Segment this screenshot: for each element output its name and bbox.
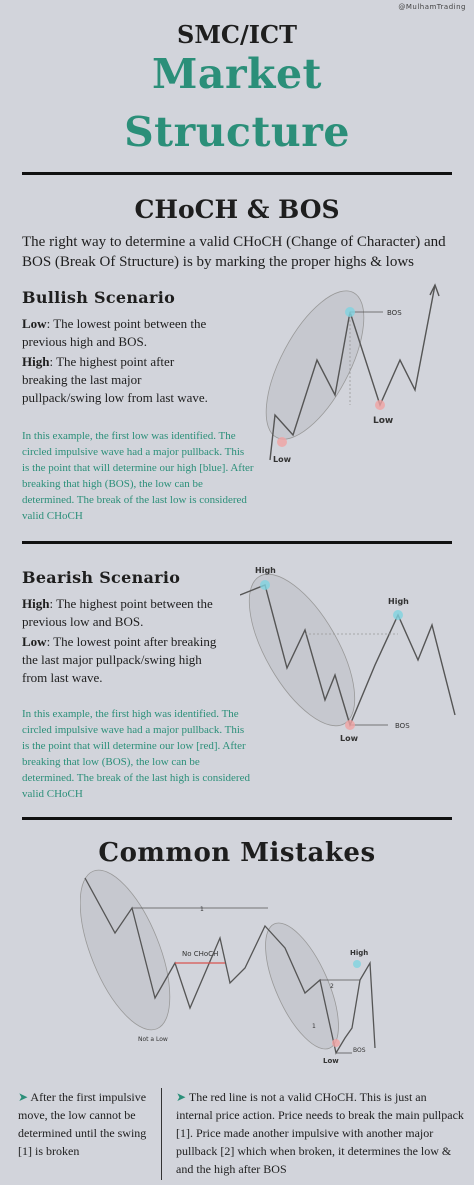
high-label: High: [350, 949, 369, 957]
bos-label: BOS: [387, 309, 402, 317]
swing-one-label-bottom: 1: [312, 1023, 316, 1030]
divider-middle: [22, 541, 452, 544]
bearish-high-def: : The highest point between the previous low and BOS.: [22, 596, 213, 629]
mistake-right-text: The red line is not a valid CHoCH. This is just an internal price action. Price needs to break the main pullpack [1]. Price made another impulsive with another major pullback [2] which when broken, it determines the low & and the high after BOS: [176, 1090, 464, 1176]
bos-label: BOS: [395, 722, 410, 730]
column-divider: [161, 1088, 162, 1180]
bullish-scenario-title: Bullish Scenario: [22, 288, 176, 307]
bearish-low-term: Low: [22, 634, 47, 649]
arrow-icon: ➤: [176, 1090, 187, 1104]
choch-intro-text: The right way to determine a valid CHoCH (Change of Character) and BOS (Break Of Structure) is by marking the proper highs & lows: [22, 234, 446, 270]
mistake-note-left: [18, 1088, 150, 1160]
bullish-low-def: : The lowest point between the previous high and BOS.: [22, 316, 207, 349]
high-marker-2: [393, 610, 403, 620]
header-subtitle: SMC/ICT: [177, 20, 297, 49]
bullish-low-definition: [22, 315, 222, 351]
choch-bos-heading: CHoCH & BOS: [134, 195, 340, 224]
mistakes-diagram: [80, 868, 390, 1068]
high-label-1: High: [255, 566, 276, 575]
high-marker-1: [260, 580, 270, 590]
low-marker: [332, 1039, 340, 1047]
watermark: @MulhamTrading: [398, 3, 466, 11]
low-label: Low: [323, 1057, 339, 1065]
arrow-icon: ➤: [18, 1090, 29, 1104]
bearish-high-term: High: [22, 596, 50, 611]
low-label-1: Low: [273, 455, 291, 464]
swing-two-label: 2: [330, 983, 334, 990]
divider-lower: [22, 817, 452, 820]
bearish-high-definition: [22, 595, 222, 631]
common-mistakes-heading: Common Mistakes: [98, 838, 376, 868]
divider-top: [22, 172, 452, 175]
bearish-low-definition: [22, 633, 222, 687]
no-choch-label: No CHoCH: [182, 950, 219, 958]
bos-label: BOS: [353, 1047, 366, 1054]
bullish-high-def: : The highest point after breaking the last major pullpack/swing low from last wave.: [22, 354, 208, 405]
bullish-high-definition: [22, 353, 222, 407]
not-a-low-label: Not a Low: [138, 1036, 168, 1043]
mistake-note-right: [176, 1088, 466, 1178]
page-title-line2: Structure: [124, 108, 350, 156]
mistake-left-text: After the first impulsive move, the low cannot be determined until the swing [1] is broken: [18, 1090, 147, 1158]
bullish-example-note: In this example, the first low was identified. The circled impulsive wave had a major pullback. This is the point that will determine our high [blue]. After breaking that high (BOS), the low can be determined. The break of the last low is considered valid CHoCH: [22, 430, 254, 522]
high-label-2: High: [388, 597, 409, 606]
bearish-low-def: : The lowest point after breaking the last major pullpack/swing high from last wave.: [22, 634, 217, 685]
high-marker: [353, 960, 361, 968]
bullish-diagram: [255, 280, 465, 470]
bearish-diagram: [240, 560, 460, 750]
low-label-2: Low: [373, 416, 394, 426]
bearish-example-note: In this example, the first high was identified. The circled impulsive wave had a major pullback. This is the point that will determine our low [red]. After breaking that low (BOS), the low can be determined. The break of the last high is considered valid CHoCH: [22, 708, 250, 800]
low-marker: [345, 720, 355, 730]
high-marker: [345, 307, 355, 317]
low-label: Low: [340, 734, 358, 743]
low-marker: [375, 400, 385, 410]
bullish-high-term: High: [22, 354, 50, 369]
impulse-wave-ellipse-1: [80, 868, 188, 1042]
page-title-line1: Market: [152, 50, 322, 98]
bullish-low-term: Low: [22, 316, 47, 331]
bearish-scenario-title: Bearish Scenario: [22, 568, 181, 587]
swing-one-label-top: 1: [200, 906, 204, 913]
first-low-marker: [277, 437, 287, 447]
